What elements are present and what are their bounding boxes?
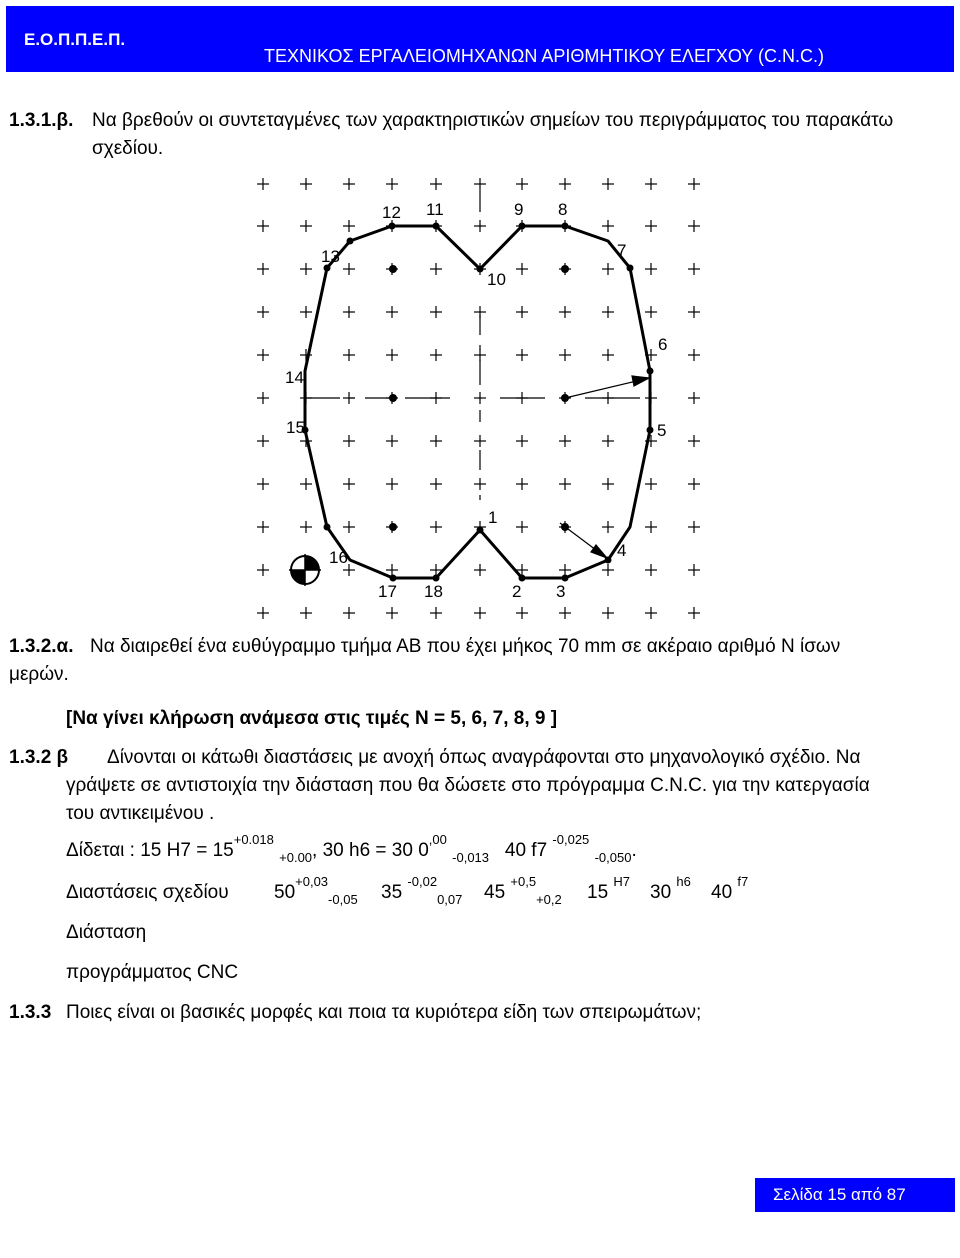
datum-origin-icon (289, 554, 321, 586)
point-label: 9 (514, 200, 524, 219)
point-label: 16 (329, 548, 348, 567)
point-label: 12 (382, 203, 401, 222)
given-c-sup: -0,025 (552, 832, 590, 847)
question-text-133: Ποιες είναι οι βασικές μορφές και ποια τα κυριότερα είδη των σπειρωμάτων; (66, 1002, 702, 1023)
given-prefix: Δίδεται : 15 H7 = 15 (66, 840, 234, 861)
question-text-132a-line2: μερών. (9, 664, 69, 685)
radius-arrows (560, 376, 649, 558)
contour-point (562, 575, 569, 582)
point-label: 15 (286, 418, 305, 437)
given-c-sub: -0,050 (594, 850, 632, 865)
dim-3: 45 $^{+0,5}_{+0,2}$ (484, 874, 562, 907)
point-label: 10 (487, 270, 506, 289)
point-label: 18 (424, 582, 443, 601)
given-b-sub: -0,013 (452, 850, 490, 865)
contour-point (519, 575, 526, 582)
point-label: 5 (657, 421, 667, 440)
org-label: Ε.Ο.Π.Π.Ε.Π. (24, 30, 126, 49)
point-label: 1 (488, 508, 498, 527)
page-number: Σελίδα 15 από 87 (773, 1185, 906, 1204)
point-label: 17 (378, 582, 397, 601)
given-tolerances (66, 832, 637, 865)
point-label: 8 (558, 200, 568, 219)
cnc-dims-label-line1: Διάσταση (66, 922, 147, 943)
point-label: 6 (658, 335, 668, 354)
contour-point (647, 427, 654, 434)
given-b-sup: ,00 (428, 832, 447, 847)
point-labels (285, 200, 667, 601)
given-c-main: 40 f7 (504, 840, 548, 861)
contour-point (477, 527, 484, 534)
contour-point (519, 223, 526, 230)
point-label: 11 (426, 200, 444, 219)
part-contour (305, 226, 650, 578)
header-title: ΤΕΧΝΙΚΟΣ ΕΡΓΑΛΕΙΟΜΗΧΑΝΩΝ ΑΡΙΘΜΗΤΙΚΟΥ ΕΛΕΓΧΟΥ (C.N.C.) (264, 46, 824, 66)
contour-drawing (240, 170, 720, 630)
contour-point (627, 265, 634, 272)
point-label: 13 (321, 247, 340, 266)
center-lines (305, 190, 640, 500)
contour-point (433, 223, 440, 230)
question-number-132b: 1.3.2 β (9, 747, 69, 768)
dim-1: $50^{+0,03}_{-0,05}$ (274, 874, 358, 907)
point-label: 3 (556, 582, 566, 601)
question-text-132b-line2: γράψετε σε αντιστοιχία την διάσταση που θα δώσετε στο πρόγραμμα C.N.C. για την κατεργασία (66, 775, 870, 796)
question-number-131b: 1.3.1.β. (9, 110, 74, 131)
dim-2: 35 $^{-0,02}_{0,07}$ (381, 874, 463, 907)
question-text-131b-line2: σχεδίου. (92, 138, 164, 159)
cnc-dims-label-line2: προγράμματος CNC (66, 962, 239, 983)
dim-5: 30 $^{h6}$ (650, 874, 691, 903)
question-number-133: 1.3.3 (9, 1002, 52, 1023)
contour-point (562, 223, 569, 230)
question-text-132b-line3: του αντικειμένου . (66, 803, 215, 824)
point-label: 2 (512, 582, 522, 601)
page-footer (755, 1178, 955, 1212)
drawing-dims-label: Διαστάσεις σχεδίου (66, 882, 229, 903)
contour-point (324, 524, 331, 531)
question-number-132a: 1.3.2.α. (9, 636, 74, 657)
question-text-132a-line1: Να διαιρεθεί ένα ευθύγραμμο τμήμα ΑΒ που έχει μήκος 70 mm σε ακέραιο αριθμό Ν ίσων (90, 636, 841, 657)
contour-point (477, 266, 484, 273)
point-label: 14 (285, 368, 304, 387)
dim-6: 40 $^{f7}$ (711, 874, 749, 903)
contour-point (389, 223, 396, 230)
given-b-main: , 30 h6 = 30 0 (312, 840, 429, 861)
dim-4: 15 $^{H7}$ (587, 874, 631, 903)
point-label: 4 (617, 541, 627, 560)
page-header (6, 6, 954, 72)
contour-point (347, 238, 354, 245)
given-a-sup: +0.018 (233, 832, 274, 847)
contour-point (647, 368, 654, 375)
question-text-132b-line1: Δίνονται οι κάτωθι διαστάσεις με ανοχή όπως αναγράφονται στο μηχανολογικό σχέδιο. Να (107, 747, 861, 768)
contour-point (433, 575, 440, 582)
point-label: 7 (617, 241, 627, 260)
given-end: . (631, 840, 637, 861)
given-a-sub: +0.00 (279, 850, 313, 865)
question-text-131b-line1: Να βρεθούν οι συντεταγμένες των χαρακτηριστικών σημείων του περιγράμματος του παρακάτω (92, 110, 894, 131)
lottery-note: [Να γίνει κλήρωση ανάμεσα στις τιμές Ν = 5, 6, 7, 8, 9 ] (66, 708, 558, 729)
contour-points (302, 223, 654, 582)
contour-point (390, 575, 397, 582)
